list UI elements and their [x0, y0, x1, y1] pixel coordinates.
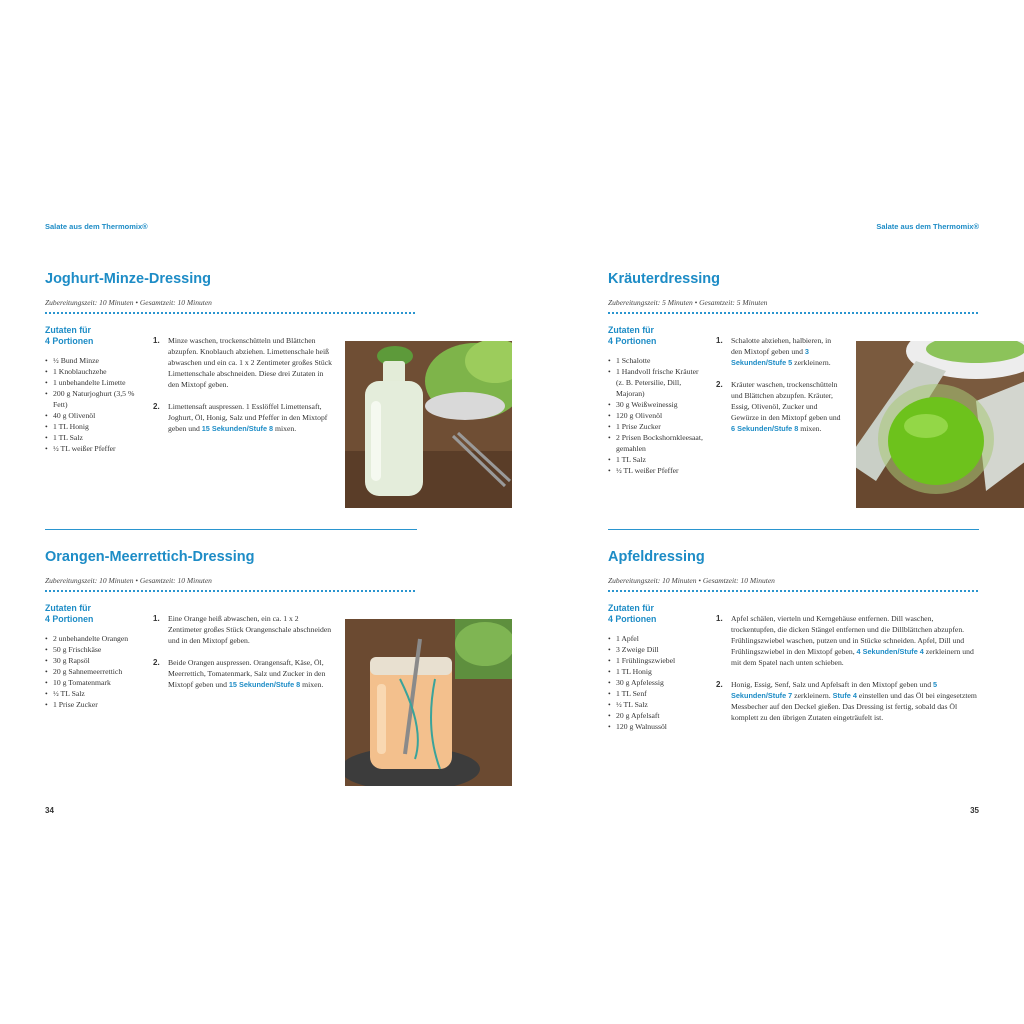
ingredient-item: • 40 g Olivenöl — [45, 410, 143, 421]
instruction-steps — [153, 335, 333, 445]
thermomix-setting: Stufe 4 — [832, 691, 857, 700]
step: 2. Honig, Essig, Senf, Salz und Apfelsaft in den Mixtopf geben und 5 Sekunden/Stufe 7 zerkleinern. Stufe 4 einstellen und das Öl bei eingesetztem Messbecher auf den Deckel gießen. Das Dressing ist fertig, sobald das Öl komplett zu den übrigen Zutaten eingeträufelt ist. — [716, 680, 977, 722]
page-number-left: 34 — [45, 806, 54, 815]
recipe-apfeldressing — [608, 549, 980, 789]
step: 2. Kräuter waschen, trockenschütteln und Blättchen abzupfen. Kräuter, Essig, Olivenöl, Zucker und Gewürze in den Mixtopf geben und 6 Sekunden/Stufe 8 mixen. — [716, 380, 841, 433]
ingredient-item: • 50 g Frischkäse — [45, 644, 143, 655]
ingredient-item: • 1 TL Honig — [45, 421, 143, 432]
thermomix-setting: 15 Sekunden/Stufe 8 — [228, 680, 301, 689]
thermomix-setting: 5 Sekunden/Stufe 7 — [731, 680, 938, 700]
prep-time: Zubereitungszeit: 10 Minuten • Gesamtzeit: 10 Minuten — [45, 576, 212, 585]
ingredient-item: • ½ TL weißer Pfeffer — [45, 443, 143, 454]
step: 2. Beide Orangen auspressen. Orangensaft, Käse, Öl, Meerrettich, Tomatenmark, Salz und Zucker in den Mixtopf geben und 15 Sekunden/Stufe 8 mixen. — [153, 658, 326, 689]
instruction-steps — [716, 335, 844, 445]
ingredient-item: • 30 g Apfelessig — [608, 677, 706, 688]
ingredient-item: • ½ TL Salz — [45, 688, 143, 699]
thermomix-setting: 4 Sekunden/Stufe 4 — [856, 647, 924, 656]
recipe-orangen-meerrettich — [45, 549, 417, 789]
ingredient-item: • 10 g Tomatenmark — [45, 677, 143, 688]
ingredients-heading: Zutaten für 4 Portionen — [45, 603, 94, 624]
ingredient-item: • 1 TL Honig — [608, 666, 706, 677]
dotted-divider — [45, 312, 415, 314]
ingredients-heading: Zutaten für 4 Portionen — [608, 325, 657, 346]
recipe-title: Kräuterdressing — [608, 271, 721, 287]
thermomix-setting: 3 Sekunden/Stufe 5 — [731, 347, 809, 367]
ingredient-item: • 1 Knoblauchzehe — [45, 366, 143, 377]
step: 1. Schalotte abziehen, halbieren, in den Mixtopf geben und 3 Sekunden/Stufe 5 zerkleinern. — [716, 336, 832, 367]
thermomix-setting: 15 Sekunden/Stufe 8 — [201, 424, 274, 433]
recipe-title: Joghurt-Minze-Dressing — [45, 271, 211, 287]
recipe-title: Orangen-Meerrettich-Dressing — [45, 549, 255, 565]
ingredient-item: • 1 Handvoll frische Kräuter (z. B. Petersilie, Dill, Majoran) — [608, 366, 706, 399]
ingredient-list — [608, 633, 706, 732]
ingredient-item: • 1 Prise Zucker — [608, 421, 706, 432]
ingredient-item: • 1 Frühlingszwiebel — [608, 655, 706, 666]
dressing-photo-joghurt — [345, 341, 512, 508]
ingredient-item: • 200 g Naturjoghurt (3,5 % Fett) — [45, 388, 143, 410]
step: 2. Limettensaft auspressen. 1 Esslöffel Limettensaft, Joghurt, Öl, Honig, Salz und Pfeffer in den Mixtopf geben und 15 Sekunden/Stufe 8 mixen. — [153, 402, 328, 433]
instruction-steps — [716, 613, 978, 734]
ingredient-item: • 30 g Rapsöl — [45, 655, 143, 666]
ingredients-heading: Zutaten für 4 Portionen — [608, 603, 657, 624]
ingredient-item: • 1 TL Salz — [45, 432, 143, 443]
ingredient-item: • 120 g Olivenöl — [608, 410, 706, 421]
ingredient-item: • 120 g Walnussöl — [608, 721, 706, 732]
ingredient-item: • 2 unbehandelte Orangen — [45, 633, 143, 644]
running-head-right: Salate aus dem Thermomix® — [876, 222, 979, 231]
recipe-joghurt-minze — [45, 271, 417, 511]
prep-time: Zubereitungszeit: 10 Minuten • Gesamtzeit: 10 Minuten — [45, 298, 212, 307]
ingredient-item: • 1 TL Senf — [608, 688, 706, 699]
ingredient-item: • 1 Prise Zucker — [45, 699, 143, 710]
ingredient-list — [45, 633, 143, 710]
ingredient-item: • 20 g Apfelsaft — [608, 710, 706, 721]
instruction-steps — [153, 613, 333, 701]
step: 1. Apfel schälen, vierteln und Kerngehäuse entfernen. Dill waschen, trockentupfen, die dicken Stängel entfernen und die Dillblättchen abzupfen. Frühlingszwiebel waschen, putzen und in Stücke schneiden. Apfel, Dill und Frühlingszwiebel in den Mixtopf geben, 4 Sekunden/Stufe 4 zerkleinern und mit dem Spatel nach unten schieben. — [716, 614, 974, 667]
ingredient-item: • ½ TL weißer Pfeffer — [608, 465, 706, 476]
page-number-right: 35 — [970, 806, 979, 815]
recipe-title: Apfeldressing — [608, 549, 705, 565]
recipe-separator — [45, 529, 417, 530]
running-head-left: Salate aus dem Thermomix® — [45, 222, 148, 231]
step: 1. Minze waschen, trockenschütteln und Blättchen abzupfen. Knoblauch abziehen. Limettenschale heiß abwaschen und ein ca. 1 x 2 Zentimeter großes Stück Limettenschale abschneiden. Diese drei Zutaten in den Mixtopf geben. — [153, 336, 332, 389]
ingredient-item: • 2 Prisen Bockshornkleesaat, gemahlen — [608, 432, 706, 454]
prep-time: Zubereitungszeit: 5 Minuten • Gesamtzeit: 5 Minuten — [608, 298, 768, 307]
ingredient-item: • ½ Bund Minze — [45, 355, 143, 366]
ingredient-item: • 20 g Sahnemeerrettich — [45, 666, 143, 677]
ingredient-item: • 3 Zweige Dill — [608, 644, 706, 655]
dotted-divider — [608, 312, 978, 314]
dressing-photo-kraeuter — [856, 341, 1024, 508]
prep-time: Zubereitungszeit: 10 Minuten • Gesamtzeit: 10 Minuten — [608, 576, 775, 585]
dressing-photo-orange — [345, 619, 512, 786]
ingredient-item: • 1 Apfel — [608, 633, 706, 644]
dotted-divider — [608, 590, 978, 592]
ingredient-item: • 1 unbehandelte Limette — [45, 377, 143, 388]
ingredient-item: • 1 TL Salz — [608, 454, 706, 465]
ingredient-list — [608, 355, 706, 476]
dotted-divider — [45, 590, 415, 592]
ingredients-heading: Zutaten für 4 Portionen — [45, 325, 94, 346]
step: 1. Eine Orange heiß abwaschen, ein ca. 1 x 2 Zentimeter großes Stück Orangenschale abschneiden und in den Mixtopf geben. — [153, 614, 332, 645]
ingredient-item: • 1 Schalotte — [608, 355, 706, 366]
thermomix-setting: 6 Sekunden/Stufe 8 — [731, 424, 799, 433]
recipe-separator — [608, 529, 979, 530]
ingredient-item: • ½ TL Salz — [608, 699, 706, 710]
recipe-kraeuterdressing — [608, 271, 1024, 511]
ingredient-list — [45, 355, 143, 454]
ingredient-item: • 30 g Weißweinessig — [608, 399, 706, 410]
